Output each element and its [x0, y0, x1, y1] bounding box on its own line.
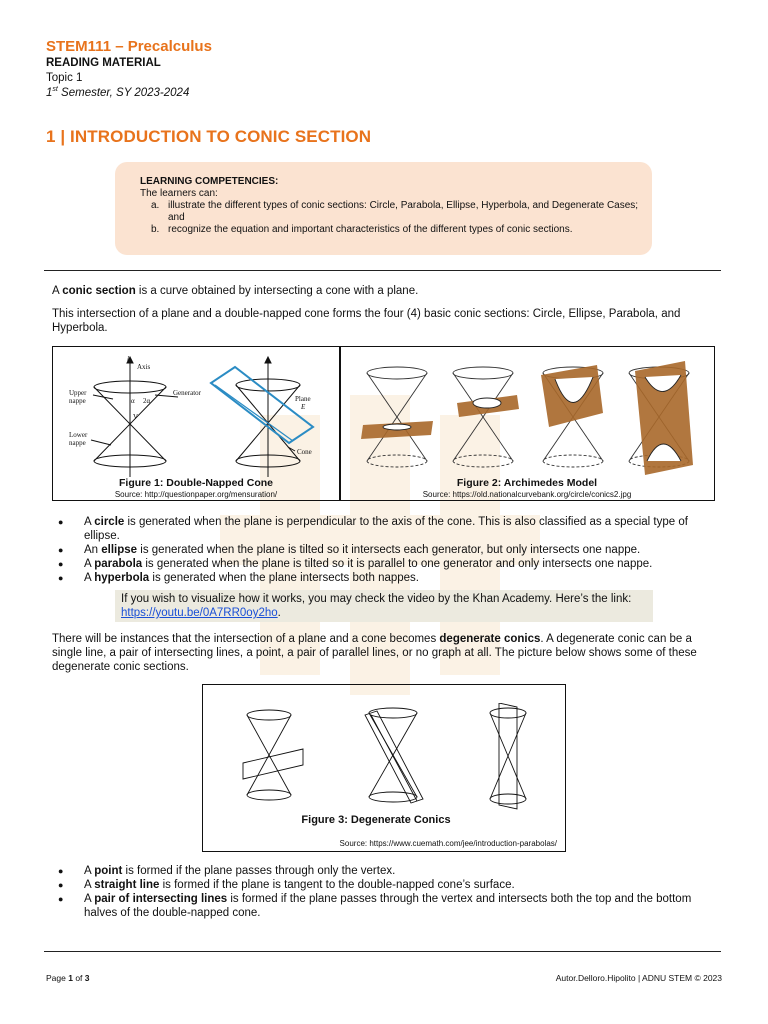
footer-divider: [44, 951, 721, 952]
figure2-source: Source: https://old.nationalcurvebank.org/circle/conics2.jpg: [422, 490, 632, 499]
figure3-caption: Figure 3: Degenerate Conics: [301, 814, 451, 826]
document-label: READING MATERIAL: [46, 57, 161, 69]
learning-competencies-box: [115, 162, 652, 255]
list-item: ● A circle is generated when the plane is perpendicular to the axis of the cone. This is also classified as a special type of ellipse.: [58, 516, 688, 542]
upper-nappe-label: nappe: [69, 397, 86, 405]
figure1-source: Source: http://questionpaper.org/mensuration/: [114, 490, 278, 499]
figure1-caption: Figure 1: Double-Napped Cone: [118, 477, 273, 489]
list-item: ● A parabola is generated when the plane is tilted so it is parallel to one generator and only intersects one nappe.: [58, 558, 653, 570]
lower-label: Lower: [69, 431, 88, 439]
competency-item: a. illustrate the different types of conic sections: Circle, Parabola, Ellipse, Hyperbola, and Degenerate Cases; and: [151, 200, 639, 223]
degenerate-conics-diagram: [233, 703, 543, 813]
list-item: ● An ellipse is generated when the plane is tilted so it intersects each generator, but only intersects one nappe.: [58, 544, 641, 556]
footer-credit: Autor.Delloro.Hipolito | ADNU STEM © 2023: [555, 973, 722, 983]
list-item: ● A point is formed if the plane passes through only the vertex.: [58, 865, 396, 877]
intro-paragraph: This intersection of a plane and a double-napped cone forms the four (4) basic conic sections: Circle, Ellipse, Parabola, and Hyperbola.: [52, 308, 681, 334]
list-item: ● A pair of intersecting lines is formed if the plane passes through the vertex and intersects both the top and the bottom halves of the double-napped cone.: [58, 893, 692, 919]
generator-label: Generator: [173, 389, 201, 397]
section-title: 1 | INTRODUCTION TO CONIC SECTION: [46, 127, 372, 146]
conic-types-list: [58, 515, 718, 585]
axis-label: Axis: [137, 363, 151, 371]
list-item: ● A hyperbola is generated when the plane intersects both nappes.: [58, 572, 419, 584]
archimedes-model-diagram: [345, 357, 711, 477]
upper-label: Upper: [69, 389, 87, 397]
alpha-label: α: [131, 397, 135, 405]
khan-academy-note: If you wish to visualize how it works, you may check the video by the Khan Academy. Here’s the link: https://youtu.be/0A7RR0oy2ho.: [115, 590, 653, 622]
competencies-heading: LEARNING COMPETENCIES:: [140, 176, 279, 187]
conic-definition-paragraph: A conic section is a curve obtained by intersecting a cone with a plane.: [52, 285, 419, 297]
page-number: Page 1 of 3: [46, 973, 90, 983]
semester-label: 1st Semester, SY 2023-2024: [46, 86, 190, 99]
figure3-source: Source: https://www.cuemath.com/jee/introduction-parabolas/: [339, 839, 557, 848]
list-item: ● A straight line is formed if the plane is tangent to the double-napped cone’s surface.: [58, 879, 515, 891]
khan-video-link[interactable]: https://youtu.be/0A7RR0oy2ho: [121, 607, 278, 619]
competency-item: b. recognize the equation and important characteristics of the different types of conic sections.: [151, 224, 573, 235]
course-title: STEM111 – Precalculus: [46, 38, 212, 55]
cone-label: Cone: [297, 448, 312, 456]
figure-table: [52, 346, 715, 501]
degenerate-types-list: [58, 864, 718, 920]
degenerate-conics-paragraph: There will be instances that the intersection of a plane and a cone becomes degenerate conics. A degenerate conic can be a single line, a pair of intersecting lines, a point, a pair of parallel lines, or no graph at all. The picture below shows some of these degenerate conic sections.: [52, 633, 697, 673]
vertex-label: V: [133, 413, 139, 421]
l-label: l: [127, 355, 129, 363]
e-label: E: [301, 403, 306, 411]
topic-label: Topic 1: [46, 72, 83, 84]
lower-nappe-label: nappe: [69, 439, 86, 447]
section-divider: [44, 270, 721, 271]
plane-label: Plane: [295, 395, 311, 403]
two-alpha-label: 2α: [143, 397, 151, 405]
double-napped-cone-diagram: [63, 355, 331, 480]
figure3-box: [202, 684, 566, 852]
competencies-intro: The learners can:: [140, 188, 218, 199]
figure2-caption: Figure 2: Archimedes Model: [456, 477, 598, 489]
